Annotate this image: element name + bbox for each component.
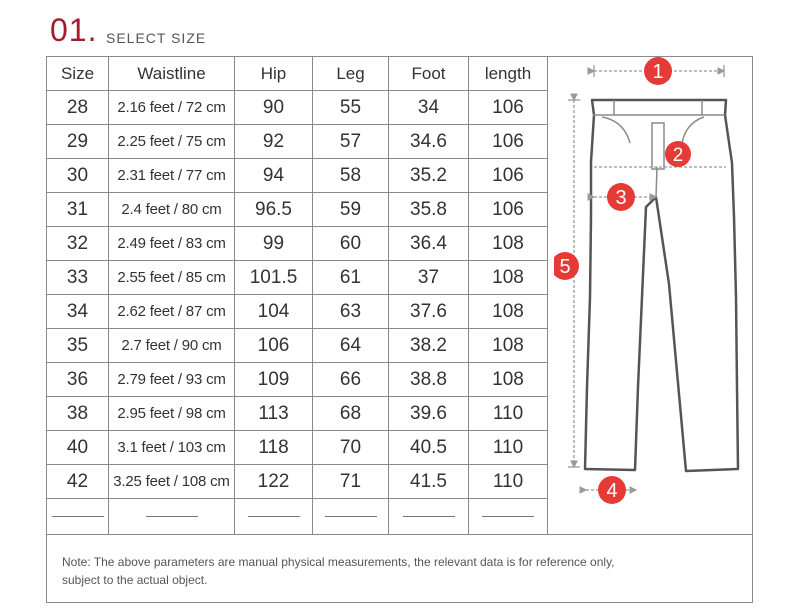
table-cell-foot: 37 xyxy=(389,261,469,295)
table-cell-foot: 35.2 xyxy=(389,159,469,193)
marker-4 xyxy=(598,476,626,504)
table-row xyxy=(47,261,548,295)
table-cell-leg: 64 xyxy=(313,329,389,363)
table-cell-foot: 36.4 xyxy=(389,227,469,261)
table-row xyxy=(47,397,548,431)
table-cell-foot: 39.6 xyxy=(389,397,469,431)
table-cell-size: 33 xyxy=(47,261,109,295)
table-cell-leg: 63 xyxy=(313,295,389,329)
table-row xyxy=(47,329,548,363)
table-cell-leg: 61 xyxy=(313,261,389,295)
table-cell-leg: 55 xyxy=(313,91,389,125)
note-line-1: Note: The above parameters are manual physical measurements, the relevant data is for reference only, xyxy=(62,555,615,569)
blank-row xyxy=(47,499,548,535)
table-cell-length: 108 xyxy=(469,363,548,397)
table-body xyxy=(47,91,548,535)
table-cell-foot: 38.2 xyxy=(389,329,469,363)
table-cell-foot: 35.8 xyxy=(389,193,469,227)
table-cell-length: 106 xyxy=(469,91,548,125)
table-cell-size: 34 xyxy=(47,295,109,329)
table-cell-hip: 96.5 xyxy=(235,193,313,227)
table-row xyxy=(47,227,548,261)
table-cell-length: 108 xyxy=(469,227,548,261)
marker-5 xyxy=(554,252,579,280)
blank-underline xyxy=(146,516,198,517)
table-cell-hip: 101.5 xyxy=(235,261,313,295)
note-divider xyxy=(46,534,753,535)
table-header-row xyxy=(47,57,548,91)
section-title: SELECT SIZE xyxy=(106,30,207,46)
table-cell-leg: 66 xyxy=(313,363,389,397)
table-cell-leg: 71 xyxy=(313,465,389,499)
table-cell-foot: 38.8 xyxy=(389,363,469,397)
table-row xyxy=(47,295,548,329)
table-cell-waistline: 2.7 feet / 90 cm xyxy=(109,329,235,363)
table-cell-length: 110 xyxy=(469,465,548,499)
blank-underline xyxy=(403,516,455,517)
table-cell-length: 110 xyxy=(469,431,548,465)
table-cell-waistline: 2.4 feet / 80 cm xyxy=(109,193,235,227)
table-row xyxy=(47,125,548,159)
table-cell-hip: 92 xyxy=(235,125,313,159)
blank-underline xyxy=(325,516,377,517)
table-cell-leg: 68 xyxy=(313,397,389,431)
table-row xyxy=(47,91,548,125)
table-cell-waistline: 2.55 feet / 85 cm xyxy=(109,261,235,295)
table-cell-hip: 90 xyxy=(235,91,313,125)
table-cell-size: 32 xyxy=(47,227,109,261)
table-cell-leg: 60 xyxy=(313,227,389,261)
marker-5-label: 5 xyxy=(559,256,571,278)
table-cell-length: 108 xyxy=(469,295,548,329)
table-row xyxy=(47,193,548,227)
table-cell-size: 31 xyxy=(47,193,109,227)
table-cell-hip: 122 xyxy=(235,465,313,499)
table-row xyxy=(47,363,548,397)
table-cell-foot: 34 xyxy=(389,91,469,125)
table-cell-hip: 106 xyxy=(235,329,313,363)
table-cell-foot: 40.5 xyxy=(389,431,469,465)
marker-1 xyxy=(644,57,672,85)
column-header-length: length xyxy=(469,57,548,91)
table-cell-waistline: 2.25 feet / 75 cm xyxy=(109,125,235,159)
blank-cell xyxy=(235,499,313,535)
table-cell-hip: 99 xyxy=(235,227,313,261)
table-cell-waistline: 2.79 feet / 93 cm xyxy=(109,363,235,397)
disclaimer-note xyxy=(62,553,682,589)
blank-cell xyxy=(389,499,469,535)
table-cell-waistline: 2.95 feet / 98 cm xyxy=(109,397,235,431)
table-row xyxy=(47,159,548,193)
table-cell-size: 29 xyxy=(47,125,109,159)
blank-underline xyxy=(52,516,104,517)
table-cell-size: 36 xyxy=(47,363,109,397)
marker-2-label: 2 xyxy=(672,145,684,166)
table-cell-waistline: 2.49 feet / 83 cm xyxy=(109,227,235,261)
table-cell-size: 35 xyxy=(47,329,109,363)
table-cell-length: 106 xyxy=(469,125,548,159)
table-cell-hip: 104 xyxy=(235,295,313,329)
table-cell-size: 30 xyxy=(47,159,109,193)
column-header-waistline: Waistline xyxy=(109,57,235,91)
column-header-leg: Leg xyxy=(313,57,389,91)
table-cell-waistline: 2.31 feet / 77 cm xyxy=(109,159,235,193)
table-cell-length: 108 xyxy=(469,261,548,295)
table-cell-length: 108 xyxy=(469,329,548,363)
column-header-size: Size xyxy=(47,57,109,91)
table-cell-leg: 70 xyxy=(313,431,389,465)
blank-cell xyxy=(469,499,548,535)
marker-4-label: 4 xyxy=(606,480,618,502)
blank-underline xyxy=(482,516,534,517)
table-cell-leg: 57 xyxy=(313,125,389,159)
blank-cell xyxy=(313,499,389,535)
table-cell-hip: 118 xyxy=(235,431,313,465)
note-line-2: subject to the actual object. xyxy=(62,573,208,587)
marker-2 xyxy=(665,141,691,167)
column-header-hip: Hip xyxy=(235,57,313,91)
table-cell-length: 110 xyxy=(469,397,548,431)
blank-cell xyxy=(47,499,109,535)
table-cell-waistline: 3.1 feet / 103 cm xyxy=(109,431,235,465)
table-cell-length: 106 xyxy=(469,193,548,227)
trousers-diagram xyxy=(554,57,752,534)
blank-underline xyxy=(248,516,300,517)
table-cell-waistline: 2.16 feet / 72 cm xyxy=(109,91,235,125)
table-cell-size: 40 xyxy=(47,431,109,465)
table-cell-waistline: 2.62 feet / 87 cm xyxy=(109,295,235,329)
blank-cell xyxy=(109,499,235,535)
table-cell-size: 28 xyxy=(47,91,109,125)
marker-3-label: 3 xyxy=(615,187,627,209)
table-cell-leg: 59 xyxy=(313,193,389,227)
marker-1-label: 1 xyxy=(652,61,664,83)
table-cell-hip: 94 xyxy=(235,159,313,193)
table-cell-hip: 109 xyxy=(235,363,313,397)
table-cell-length: 106 xyxy=(469,159,548,193)
table-cell-size: 38 xyxy=(47,397,109,431)
table-row xyxy=(47,465,548,499)
table-cell-foot: 34.6 xyxy=(389,125,469,159)
table-cell-waistline: 3.25 feet / 108 cm xyxy=(109,465,235,499)
section-number: 01. xyxy=(50,12,98,48)
table-cell-hip: 113 xyxy=(235,397,313,431)
table-cell-foot: 37.6 xyxy=(389,295,469,329)
size-table xyxy=(46,56,548,535)
marker-3 xyxy=(607,183,635,211)
table-cell-size: 42 xyxy=(47,465,109,499)
column-header-foot: Foot xyxy=(389,57,469,91)
table-row xyxy=(47,431,548,465)
table-cell-leg: 58 xyxy=(313,159,389,193)
table-cell-foot: 41.5 xyxy=(389,465,469,499)
